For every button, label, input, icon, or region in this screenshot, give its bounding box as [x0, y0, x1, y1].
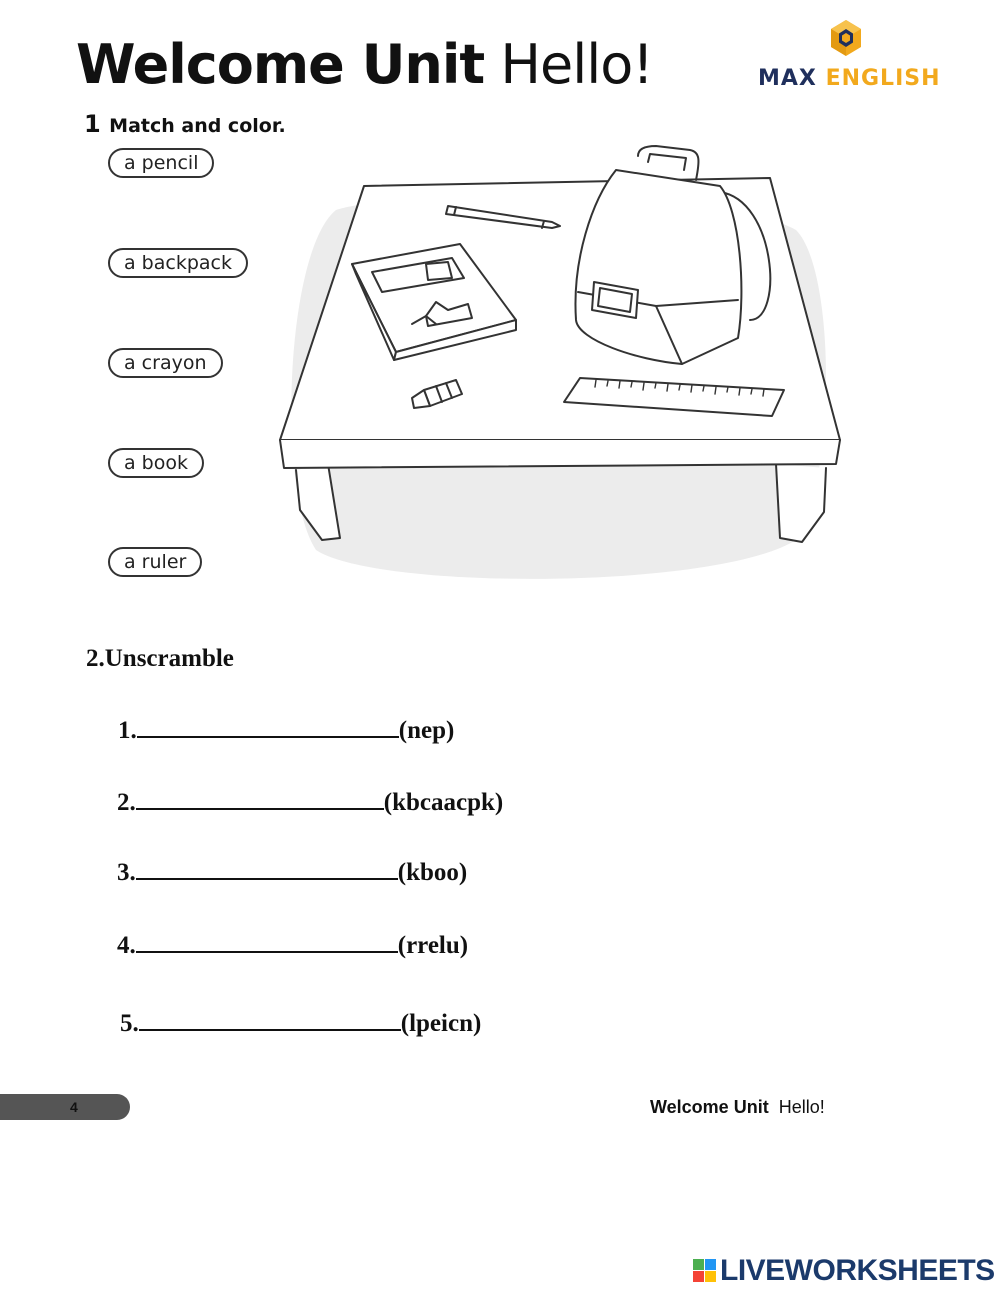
item-number: 2.	[117, 789, 136, 816]
unscramble-item-3	[117, 856, 467, 887]
word-pill-book[interactable]: a book	[108, 448, 204, 478]
scrambled-word: (nep)	[398, 717, 455, 744]
scrambled-word: (kboo)	[397, 859, 468, 886]
unscramble-item-1	[118, 714, 454, 745]
unscramble-item-2	[117, 786, 503, 817]
answer-blank-4[interactable]	[136, 929, 398, 953]
footer-unit-bold: Welcome Unit	[650, 1097, 769, 1117]
liveworksheets-text: LIVEWORKSHEETS	[720, 1254, 995, 1287]
answer-blank-3[interactable]	[136, 856, 398, 880]
scrambled-word: (kbcaacpk)	[383, 789, 504, 816]
logo-wordmark	[758, 66, 941, 91]
item-number: 4.	[117, 932, 136, 959]
item-number: 5.	[120, 1010, 139, 1037]
answer-blank-2[interactable]	[136, 786, 384, 810]
page-number-tab	[0, 1094, 130, 1120]
footer-unit-title	[650, 1097, 825, 1118]
exercise-1-heading	[84, 110, 286, 138]
page-title	[76, 33, 653, 96]
unscramble-item-5	[120, 1007, 481, 1038]
footer-unit-light: Hello!	[778, 1097, 825, 1117]
exercise-1-instruction: Match and color.	[109, 115, 286, 137]
item-number: 1.	[118, 717, 137, 744]
scrambled-word: (lpeicn)	[400, 1010, 482, 1037]
word-pill-ruler[interactable]: a ruler	[108, 547, 202, 577]
liveworksheets-logo-icon	[692, 1258, 718, 1284]
exercise-2-heading: 2.Unscramble	[86, 645, 234, 672]
logo-english-text: ENGLISH	[825, 66, 941, 91]
answer-blank-5[interactable]	[139, 1007, 401, 1031]
word-pill-pencil[interactable]: a pencil	[108, 148, 214, 178]
page-number: 4	[70, 1099, 78, 1115]
item-number: 3.	[117, 859, 136, 886]
hexagon-logo-icon	[758, 14, 938, 64]
title-bold: Welcome Unit	[76, 33, 485, 96]
answer-blank-1[interactable]	[137, 714, 399, 738]
desk-illustration	[276, 140, 856, 590]
scrambled-word: (rrelu)	[397, 932, 469, 959]
logo-max-text: MAX	[758, 66, 817, 91]
liveworksheets-watermark	[692, 1254, 995, 1288]
max-english-logo	[758, 14, 941, 94]
unscramble-item-4	[117, 929, 468, 960]
exercise-1-number: 1	[84, 110, 101, 138]
word-pill-backpack[interactable]: a backpack	[108, 248, 248, 278]
title-light: Hello!	[500, 33, 653, 96]
word-pill-crayon[interactable]: a crayon	[108, 348, 223, 378]
